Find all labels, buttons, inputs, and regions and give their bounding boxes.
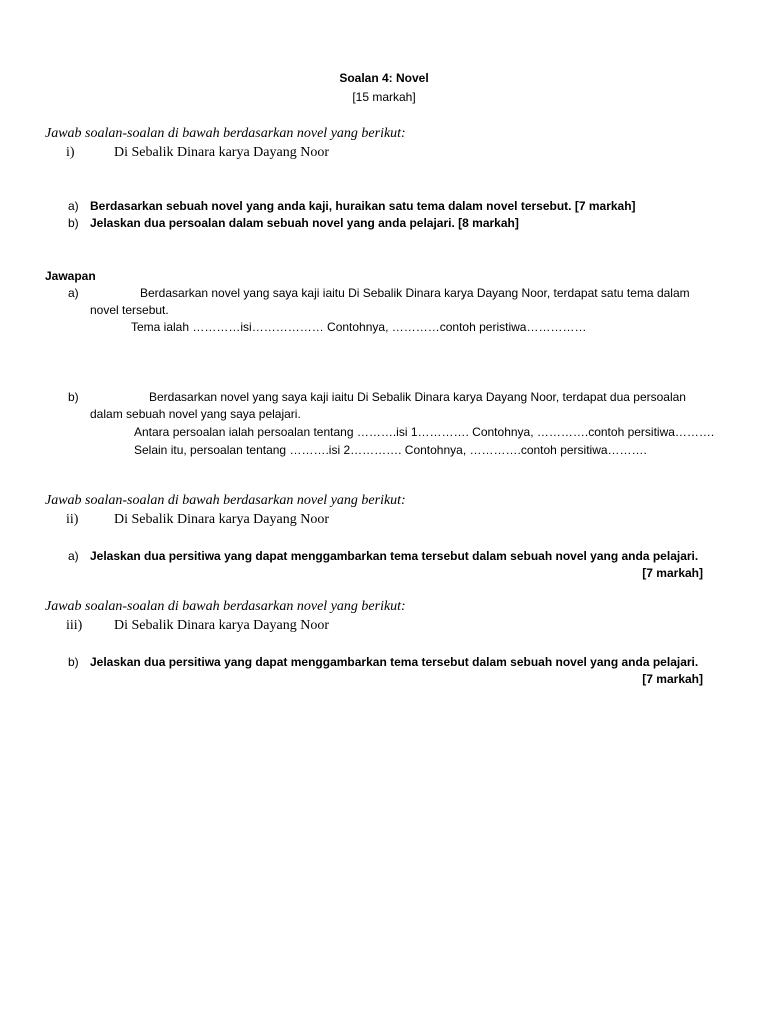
- total-marks: [15 markah]: [352, 90, 416, 104]
- question-3b-label: b): [68, 655, 79, 669]
- novel-title-3: Di Sebalik Dinara karya Dayang Noor: [114, 618, 329, 633]
- answer-a-line-3: Tema ialah …………isi……………… Contohnya, …………contoh peristiwa……………: [131, 320, 587, 334]
- answer-b-line-3: Antara persoalan ialah persoalan tentang ……….isi 1…………. Contohnya, ………….contoh persitiwa……….: [134, 425, 715, 439]
- answer-a-label: a): [68, 286, 79, 300]
- question-2a-label: a): [68, 549, 79, 563]
- answer-a-line-1: Berdasarkan novel yang saya kaji iaitu Di Sebalik Dinara karya Dayang Noor, terdapat satu tema dalam: [140, 286, 690, 300]
- novel-title-1: Di Sebalik Dinara karya Dayang Noor: [114, 145, 329, 160]
- question-3b-text: Jelaskan dua persitiwa yang dapat menggambarkan tema tersebut dalam sebuah novel yang anda pelajari.: [90, 655, 699, 669]
- answer-heading: Jawapan: [45, 269, 96, 283]
- roman-label-3: iii): [66, 618, 83, 633]
- answer-b-line-1: Berdasarkan novel yang saya kaji iaitu Di Sebalik Dinara karya Dayang Noor, terdapat dua persoalan: [149, 390, 686, 404]
- answer-b-line-4: Selain itu, persoalan tentang ……….isi 2…………. Contohnya, ………….contoh persitiwa……….: [134, 443, 647, 457]
- question-2a-marks: [7 markah]: [642, 566, 703, 580]
- question-2a-text: Jelaskan dua persitiwa yang dapat menggambarkan tema tersebut dalam sebuah novel yang anda pelajari.: [90, 549, 699, 563]
- question-a-text: Berdasarkan sebuah novel yang anda kaji, huraikan satu tema dalam novel tersebut. [7 markah]: [90, 199, 636, 213]
- instruction-2: Jawab soalan-soalan di bawah berdasarkan novel yang berikut:: [45, 493, 406, 508]
- answer-a-line-2: novel tersebut.: [90, 303, 169, 317]
- answer-b-line-2: dalam sebuah novel yang saya pelajari.: [90, 407, 301, 421]
- question-b-text: Jelaskan dua persoalan dalam sebuah novel yang anda pelajari. [8 markah]: [90, 216, 519, 230]
- roman-label-2: ii): [66, 512, 79, 527]
- roman-label-1: i): [66, 145, 75, 160]
- page-title: Soalan 4: Novel: [339, 71, 429, 85]
- question-b-label: b): [68, 216, 79, 230]
- question-a-label: a): [68, 199, 79, 213]
- instruction-1: Jawab soalan-soalan di bawah berdasarkan novel yang berikut:: [45, 126, 406, 141]
- answer-b-label: b): [68, 390, 79, 404]
- instruction-3: Jawab soalan-soalan di bawah berdasarkan novel yang berikut:: [45, 599, 406, 614]
- question-3b-marks: [7 markah]: [642, 672, 703, 686]
- novel-title-2: Di Sebalik Dinara karya Dayang Noor: [114, 512, 329, 527]
